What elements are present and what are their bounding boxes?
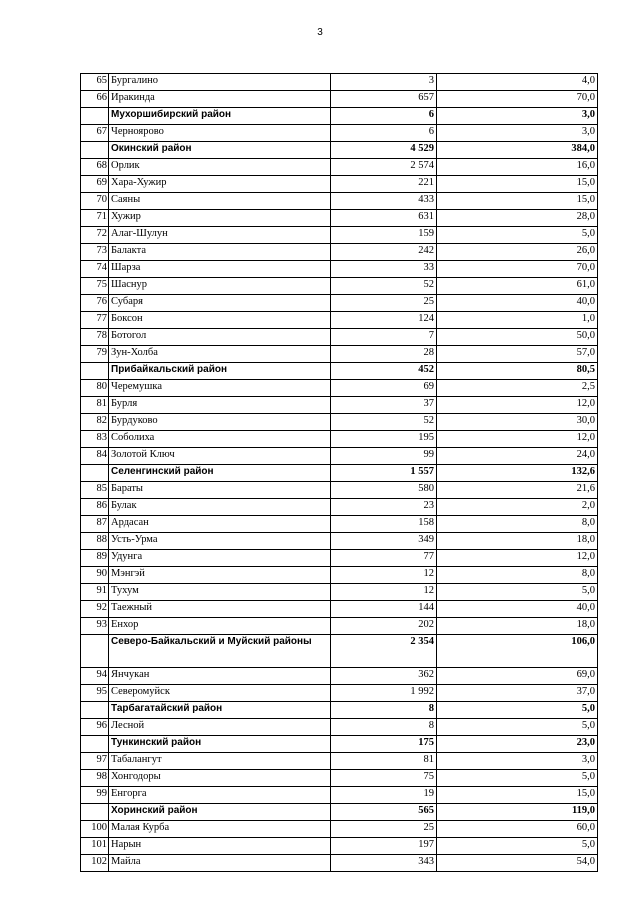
- row-number-cell: 78: [81, 329, 109, 346]
- row-number-cell: 84: [81, 448, 109, 465]
- population-cell: 3: [331, 74, 437, 91]
- settlement-name-cell: Ботогол: [109, 329, 331, 346]
- table-row: [81, 261, 598, 278]
- table-row: [81, 516, 598, 533]
- table-row: [81, 787, 598, 804]
- district-row: [81, 635, 598, 668]
- settlement-name-cell: Субаря: [109, 295, 331, 312]
- district-row: [81, 702, 598, 719]
- population-cell: 1 557: [331, 465, 437, 482]
- population-cell: 4 529: [331, 142, 437, 159]
- settlement-name-cell: Прибайкальский район: [109, 363, 331, 380]
- area-cell: 3,0: [437, 125, 598, 142]
- settlement-name-cell: Хара-Хужир: [109, 176, 331, 193]
- row-number-cell: 79: [81, 346, 109, 363]
- table-row: [81, 753, 598, 770]
- table-row: [81, 448, 598, 465]
- population-cell: 362: [331, 668, 437, 685]
- settlement-name-cell: Удунга: [109, 550, 331, 567]
- row-number-cell: 99: [81, 787, 109, 804]
- table-row: [81, 278, 598, 295]
- area-cell: 60,0: [437, 821, 598, 838]
- area-cell: 40,0: [437, 601, 598, 618]
- population-cell: 580: [331, 482, 437, 499]
- settlement-name-cell: Енхор: [109, 618, 331, 635]
- row-number-cell: 72: [81, 227, 109, 244]
- population-cell: 197: [331, 838, 437, 855]
- population-cell: 52: [331, 278, 437, 295]
- population-cell: 565: [331, 804, 437, 821]
- settlement-name-cell: Малая Курба: [109, 821, 331, 838]
- area-cell: 3,0: [437, 753, 598, 770]
- settlement-name-cell: Булак: [109, 499, 331, 516]
- area-cell: 21,6: [437, 482, 598, 499]
- row-number-cell: 97: [81, 753, 109, 770]
- area-cell: 132,6: [437, 465, 598, 482]
- area-cell: 5,0: [437, 838, 598, 855]
- table-row: [81, 482, 598, 499]
- area-cell: 8,0: [437, 567, 598, 584]
- table-row: [81, 295, 598, 312]
- area-cell: 119,0: [437, 804, 598, 821]
- area-cell: 16,0: [437, 159, 598, 176]
- district-row: [81, 108, 598, 125]
- population-cell: 8: [331, 702, 437, 719]
- table-row: [81, 244, 598, 261]
- district-row: [81, 142, 598, 159]
- row-number-cell: 65: [81, 74, 109, 91]
- settlement-name-cell: Шаснур: [109, 278, 331, 295]
- population-cell: 28: [331, 346, 437, 363]
- settlement-name-cell: Мэнгэй: [109, 567, 331, 584]
- table-row: [81, 397, 598, 414]
- area-cell: 15,0: [437, 176, 598, 193]
- area-cell: 18,0: [437, 618, 598, 635]
- table-row: [81, 567, 598, 584]
- row-number-cell: [81, 465, 109, 482]
- row-number-cell: 91: [81, 584, 109, 601]
- row-number-cell: [81, 736, 109, 753]
- settlement-name-cell: Хужир: [109, 210, 331, 227]
- settlement-name-cell: Нарын: [109, 838, 331, 855]
- row-number-cell: [81, 108, 109, 125]
- table-row: [81, 770, 598, 787]
- table-row: [81, 499, 598, 516]
- population-cell: 6: [331, 108, 437, 125]
- row-number-cell: 86: [81, 499, 109, 516]
- settlement-name-cell: Тункинский район: [109, 736, 331, 753]
- population-cell: 7: [331, 329, 437, 346]
- area-cell: 5,0: [437, 584, 598, 601]
- population-cell: 195: [331, 431, 437, 448]
- page-number: 3: [317, 27, 323, 38]
- row-number-cell: [81, 804, 109, 821]
- row-number-cell: 98: [81, 770, 109, 787]
- area-cell: 80,5: [437, 363, 598, 380]
- row-number-cell: 95: [81, 685, 109, 702]
- area-cell: 61,0: [437, 278, 598, 295]
- area-cell: 5,0: [437, 719, 598, 736]
- population-cell: 202: [331, 618, 437, 635]
- row-number-cell: 83: [81, 431, 109, 448]
- area-cell: 2,5: [437, 380, 598, 397]
- population-cell: 144: [331, 601, 437, 618]
- area-cell: 54,0: [437, 855, 598, 872]
- population-cell: 52: [331, 414, 437, 431]
- row-number-cell: [81, 702, 109, 719]
- row-number-cell: 70: [81, 193, 109, 210]
- row-number-cell: [81, 635, 109, 668]
- population-cell: 159: [331, 227, 437, 244]
- area-cell: 15,0: [437, 787, 598, 804]
- area-cell: 8,0: [437, 516, 598, 533]
- area-cell: 18,0: [437, 533, 598, 550]
- area-cell: 40,0: [437, 295, 598, 312]
- settlement-name-cell: Бурдуково: [109, 414, 331, 431]
- table-row: [81, 346, 598, 363]
- settlement-name-cell: Боксон: [109, 312, 331, 329]
- area-cell: 12,0: [437, 550, 598, 567]
- table-row: [81, 380, 598, 397]
- settlement-name-cell: Золотой Ключ: [109, 448, 331, 465]
- row-number-cell: 68: [81, 159, 109, 176]
- row-number-cell: [81, 363, 109, 380]
- population-cell: 452: [331, 363, 437, 380]
- row-number-cell: 85: [81, 482, 109, 499]
- settlement-name-cell: Хоринский район: [109, 804, 331, 821]
- settlement-name-cell: Окинский район: [109, 142, 331, 159]
- settlement-name-cell: Черноярово: [109, 125, 331, 142]
- row-number-cell: 96: [81, 719, 109, 736]
- settlement-name-cell: Таежный: [109, 601, 331, 618]
- table-row: [81, 855, 598, 872]
- area-cell: 4,0: [437, 74, 598, 91]
- row-number-cell: 92: [81, 601, 109, 618]
- settlement-name-cell: Тухум: [109, 584, 331, 601]
- table-row: [81, 414, 598, 431]
- row-number-cell: 94: [81, 668, 109, 685]
- area-cell: 384,0: [437, 142, 598, 159]
- settlement-name-cell: Мухоршибирский район: [109, 108, 331, 125]
- population-cell: 2 574: [331, 159, 437, 176]
- settlement-name-cell: Бургалино: [109, 74, 331, 91]
- row-number-cell: 67: [81, 125, 109, 142]
- area-cell: 30,0: [437, 414, 598, 431]
- population-cell: 1 992: [331, 685, 437, 702]
- settlement-name-cell: Орлик: [109, 159, 331, 176]
- settlement-name-cell: Алаг-Шулун: [109, 227, 331, 244]
- population-cell: 433: [331, 193, 437, 210]
- table-row: [81, 74, 598, 91]
- population-cell: 343: [331, 855, 437, 872]
- area-cell: 106,0: [437, 635, 598, 668]
- settlement-name-cell: Северо-Байкальский и Муйский районы: [109, 635, 331, 668]
- population-cell: 37: [331, 397, 437, 414]
- population-cell: 33: [331, 261, 437, 278]
- settlement-name-cell: Селенгинский район: [109, 465, 331, 482]
- row-number-cell: 75: [81, 278, 109, 295]
- row-number-cell: 73: [81, 244, 109, 261]
- row-number-cell: 71: [81, 210, 109, 227]
- settlement-name-cell: Табалангут: [109, 753, 331, 770]
- settlement-name-cell: Лесной: [109, 719, 331, 736]
- area-cell: 70,0: [437, 261, 598, 278]
- settlement-name-cell: Иракинда: [109, 91, 331, 108]
- district-row: [81, 736, 598, 753]
- population-cell: 69: [331, 380, 437, 397]
- table-row: [81, 210, 598, 227]
- area-cell: 26,0: [437, 244, 598, 261]
- row-number-cell: 88: [81, 533, 109, 550]
- population-cell: 221: [331, 176, 437, 193]
- area-cell: 5,0: [437, 702, 598, 719]
- population-cell: 12: [331, 584, 437, 601]
- population-cell: 175: [331, 736, 437, 753]
- row-number-cell: 66: [81, 91, 109, 108]
- population-cell: 12: [331, 567, 437, 584]
- area-cell: 50,0: [437, 329, 598, 346]
- area-cell: 12,0: [437, 431, 598, 448]
- population-cell: 19: [331, 787, 437, 804]
- table-row: [81, 329, 598, 346]
- row-number-cell: 74: [81, 261, 109, 278]
- table-row: [81, 193, 598, 210]
- population-cell: 8: [331, 719, 437, 736]
- row-number-cell: 80: [81, 380, 109, 397]
- row-number-cell: 69: [81, 176, 109, 193]
- row-number-cell: 87: [81, 516, 109, 533]
- table-row: [81, 550, 598, 567]
- settlement-name-cell: Бараты: [109, 482, 331, 499]
- table-row: [81, 618, 598, 635]
- row-number-cell: 89: [81, 550, 109, 567]
- district-row: [81, 465, 598, 482]
- population-cell: 25: [331, 821, 437, 838]
- area-cell: 5,0: [437, 770, 598, 787]
- table-row: [81, 91, 598, 108]
- settlement-name-cell: Северомуйск: [109, 685, 331, 702]
- area-cell: 1,0: [437, 312, 598, 329]
- population-cell: 6: [331, 125, 437, 142]
- row-number-cell: 100: [81, 821, 109, 838]
- settlement-name-cell: Усть-Урма: [109, 533, 331, 550]
- settlements-table: [80, 73, 598, 872]
- population-cell: 631: [331, 210, 437, 227]
- table-row: [81, 227, 598, 244]
- table-row: [81, 533, 598, 550]
- table-row: [81, 601, 598, 618]
- population-cell: 25: [331, 295, 437, 312]
- area-cell: 69,0: [437, 668, 598, 685]
- table-row: [81, 584, 598, 601]
- population-cell: 81: [331, 753, 437, 770]
- area-cell: 70,0: [437, 91, 598, 108]
- settlement-name-cell: Балакта: [109, 244, 331, 261]
- population-cell: 349: [331, 533, 437, 550]
- district-row: [81, 804, 598, 821]
- population-cell: 124: [331, 312, 437, 329]
- area-cell: 12,0: [437, 397, 598, 414]
- row-number-cell: 81: [81, 397, 109, 414]
- settlement-name-cell: Зун-Холба: [109, 346, 331, 363]
- settlement-name-cell: Ардасан: [109, 516, 331, 533]
- population-cell: 158: [331, 516, 437, 533]
- population-cell: 2 354: [331, 635, 437, 668]
- settlement-name-cell: Тарбагатайский район: [109, 702, 331, 719]
- table-row: [81, 159, 598, 176]
- table-row: [81, 125, 598, 142]
- population-cell: 99: [331, 448, 437, 465]
- area-cell: 24,0: [437, 448, 598, 465]
- area-cell: 37,0: [437, 685, 598, 702]
- row-number-cell: 82: [81, 414, 109, 431]
- row-number-cell: 102: [81, 855, 109, 872]
- table-row: [81, 838, 598, 855]
- area-cell: 28,0: [437, 210, 598, 227]
- settlement-name-cell: Соболиха: [109, 431, 331, 448]
- table-row: [81, 176, 598, 193]
- area-cell: 57,0: [437, 346, 598, 363]
- row-number-cell: [81, 142, 109, 159]
- population-cell: 23: [331, 499, 437, 516]
- settlement-name-cell: Шарза: [109, 261, 331, 278]
- table-row: [81, 719, 598, 736]
- table-row: [81, 685, 598, 702]
- table-row: [81, 431, 598, 448]
- settlement-name-cell: Майла: [109, 855, 331, 872]
- table-row: [81, 821, 598, 838]
- district-row: [81, 363, 598, 380]
- population-cell: 75: [331, 770, 437, 787]
- table-body: [81, 74, 598, 872]
- row-number-cell: 93: [81, 618, 109, 635]
- area-cell: 15,0: [437, 193, 598, 210]
- population-cell: 77: [331, 550, 437, 567]
- row-number-cell: 76: [81, 295, 109, 312]
- settlement-name-cell: Черемушка: [109, 380, 331, 397]
- row-number-cell: 101: [81, 838, 109, 855]
- settlement-name-cell: Бурля: [109, 397, 331, 414]
- area-cell: 3,0: [437, 108, 598, 125]
- table-row: [81, 312, 598, 329]
- row-number-cell: 90: [81, 567, 109, 584]
- population-cell: 242: [331, 244, 437, 261]
- row-number-cell: 77: [81, 312, 109, 329]
- settlement-name-cell: Хонгодоры: [109, 770, 331, 787]
- area-cell: 23,0: [437, 736, 598, 753]
- area-cell: 5,0: [437, 227, 598, 244]
- settlement-name-cell: Янчукан: [109, 668, 331, 685]
- settlement-name-cell: Саяны: [109, 193, 331, 210]
- table-row: [81, 668, 598, 685]
- area-cell: 2,0: [437, 499, 598, 516]
- settlement-name-cell: Енгорга: [109, 787, 331, 804]
- population-cell: 657: [331, 91, 437, 108]
